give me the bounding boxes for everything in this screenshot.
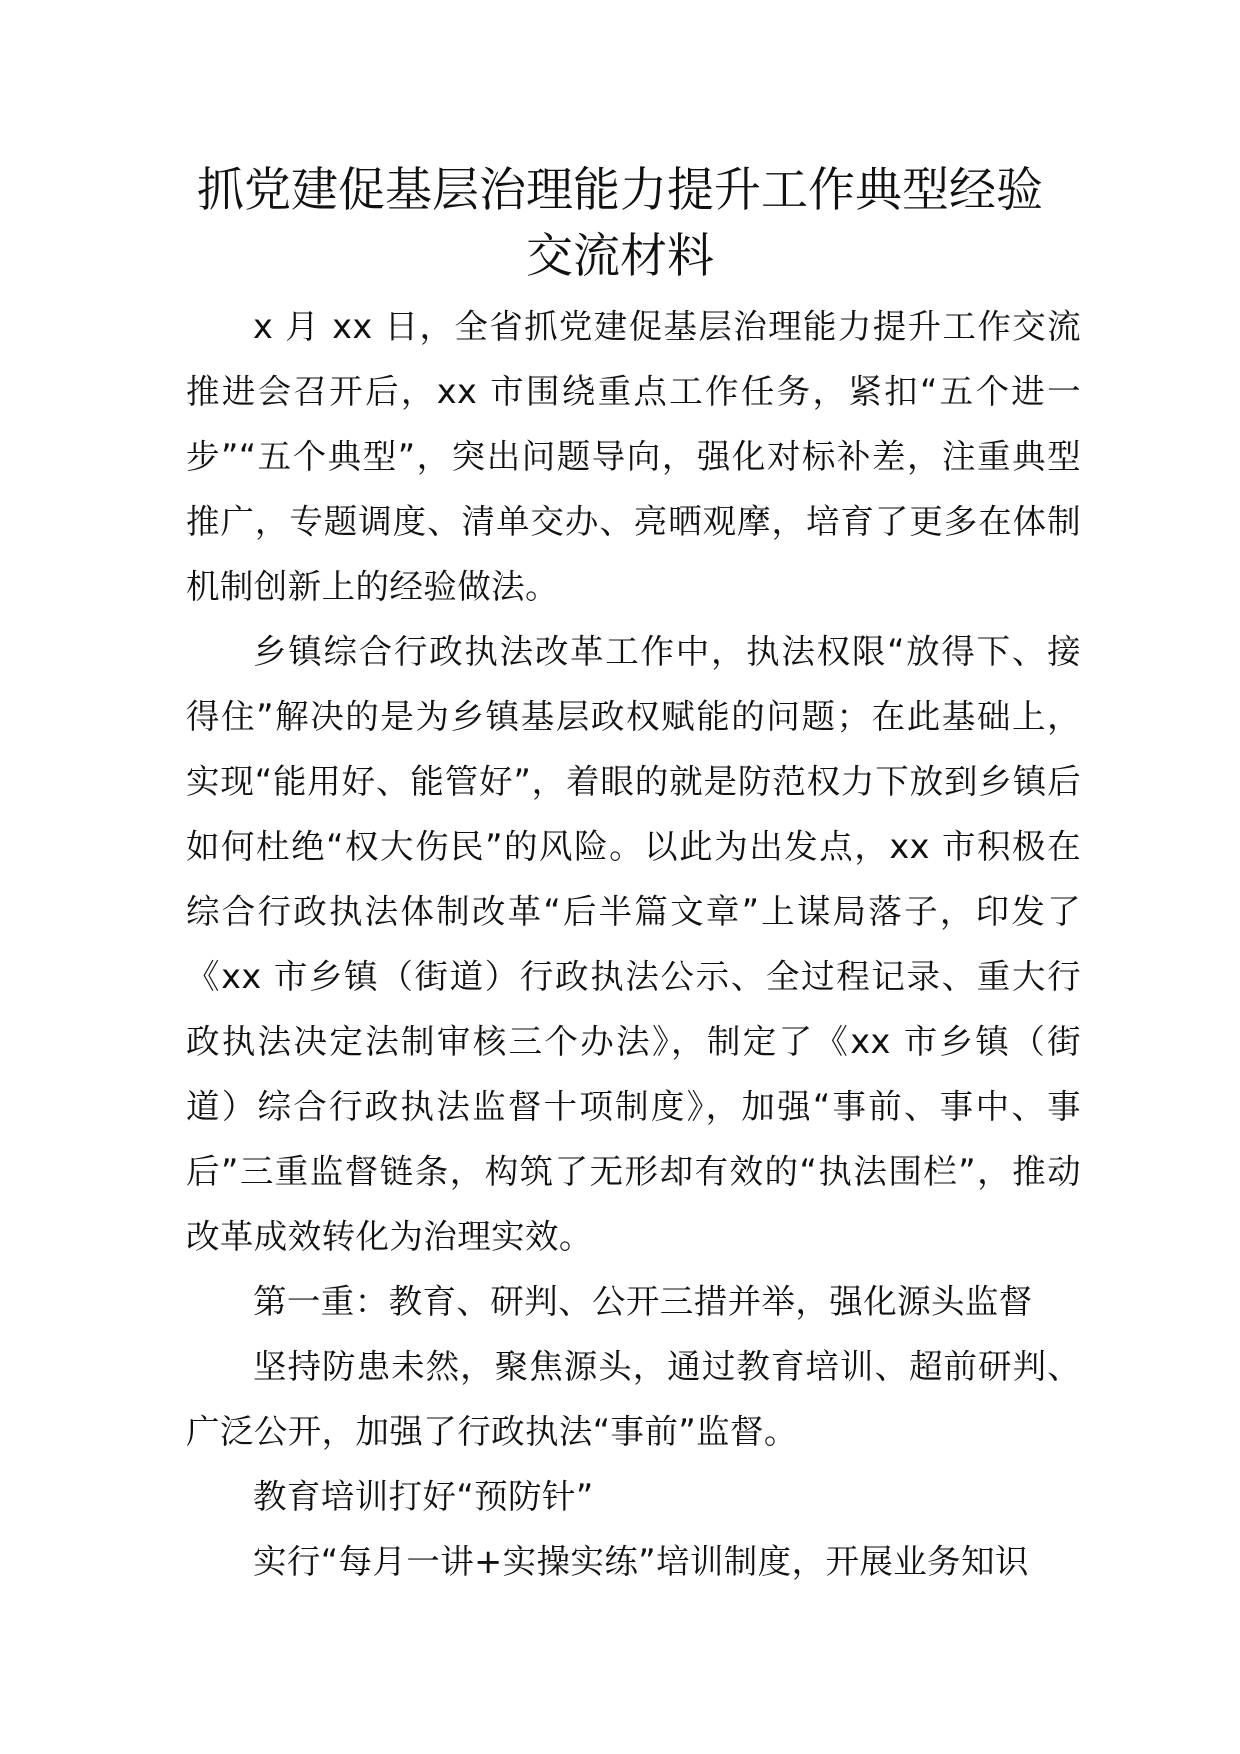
subheading-training: 教育培训打好“预防针” [253,1477,594,1516]
paragraph-reform: 乡镇综合行政执法改革工作中，执法权限“放得下、接得住”解决的是为乡镇基层政权赋能的问题；在此基础上，实现“能用好、能管好”，着眼的就是防范权力下放到乡镇后如何杜绝“权大伤民”的风险。以此为出发点，xx 市积极在综合行政执法体制改革“后半篇文章”上谋局落子，印发了《xx 市乡镇（街道）行政执法公示、全过程记录、重大行政执法决定法制审核三个办法》，制定了《xx 市乡镇（街道）综合行政执法监督十项制度》，加强“事前、事中、事后”三重监督链条，构筑了无形却有效的“执法围栏”，推动改革成效转化为治理实效。 [186,632,1081,1256]
document-title [150,158,1090,290]
section-heading-1: 第一重：教育、研判、公开三措并举，强化源头监督 [253,1282,1033,1321]
title-line-2: 交流材料 [526,229,714,284]
paragraph-prevention: 坚持防患未然，聚焦源头，通过教育培训、超前研判、广泛公开，加强了行政执法“事前”监督。 [186,1347,1081,1451]
document-body [186,294,1081,1594]
paragraph-intro: x 月 xx 日，全省抓党建促基层治理能力提升工作交流推进会召开后，xx 市围绕重点工作任务，紧扣“五个进一步”“五个典型”，突出问题导向，强化对标补差，注重典型推广，专题调度、清单交办、亮晒观摩，培育了更多在体制机制创新上的经验做法。 [186,307,1081,606]
title-line-1: 抓党建促基层治理能力提升工作典型经验 [197,163,1043,218]
paragraph-training: 实行“每月一讲+实操实练”培训制度，开展业务知识 [253,1542,1029,1581]
